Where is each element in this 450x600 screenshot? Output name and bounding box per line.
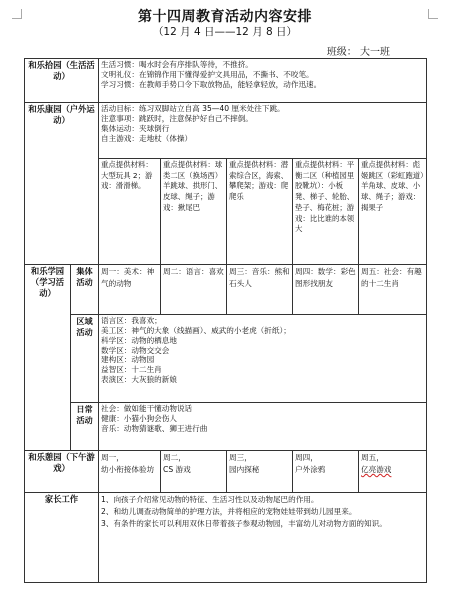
outdoor-content <box>99 103 427 159</box>
outdoor-line: 活动目标：练习双脚站立自高 35—40 厘米处往下跳。 <box>101 104 285 113</box>
schedule-table <box>24 58 427 583</box>
play-cell <box>227 451 293 493</box>
material-cell: 重点提供材料：潜索综合区，海索、攀爬架；游戏：爬爬乐 <box>227 159 293 265</box>
play-day: 周二， <box>163 453 186 462</box>
material-cell: 重点提供材料：平衡二区（种植园里胶靴坑）：小板凳、梯子、轮胎、垫子、梅花桩；游戏：比比谁的本领大 <box>293 159 359 265</box>
parents-line: 2、和幼儿调查动物简单的护理方法，并将相应的宠物娃娃带到幼儿园里来。 <box>101 506 357 516</box>
daily-row <box>25 403 427 451</box>
collective-cell: 周五：社会：有趣的十二生肖 <box>359 265 427 315</box>
collective-cell: 周四：数学：彩色图形找朋友 <box>293 265 359 315</box>
daily-line: 音乐：动物猜谜歌、狮王进行曲 <box>101 423 208 433</box>
parents-content <box>99 493 427 583</box>
play-cell <box>99 451 161 493</box>
collective-cell: 周二：语言：喜欢 <box>161 265 227 315</box>
parents-row <box>25 493 427 583</box>
area-line: 建构区：动物园 <box>101 355 155 365</box>
area-row <box>25 315 427 403</box>
area-content <box>99 315 427 403</box>
life-line: 生活习惯：喝水时会有序排队等待，不推挤。 <box>101 60 253 69</box>
play-game: 园内探秘 <box>229 465 260 475</box>
outdoor-row <box>25 103 427 159</box>
material-cell: 重点提供材料：彪姬跳区（彩虹跑道）羊角球、皮球、小球、绳子；游戏：揭果子 <box>359 159 427 265</box>
play-day: 周五， <box>361 453 384 462</box>
area-line: 数学区：动物交交会 <box>101 345 170 355</box>
collective-label: 集体活动 <box>71 265 99 315</box>
area-line: 科学区：动物的栖息地 <box>101 335 177 345</box>
area-line: 美工区：神气的大象（线描画）、威武的小老虎（折纸）； <box>101 325 291 335</box>
class-line <box>327 43 390 58</box>
life-line: 文明礼仪：在锦锦作用下懂得爱护文具用品，不撕书、不咬笔。 <box>101 69 314 79</box>
collective-row <box>25 265 427 315</box>
play-cell <box>161 451 227 493</box>
play-day: 周四， <box>295 453 318 462</box>
class-label: 班级： <box>326 47 357 58</box>
daily-content <box>99 403 427 451</box>
play-game: CS 游戏 <box>163 465 191 475</box>
play-game: 幼小衔接体验坊 <box>101 465 155 475</box>
outdoor-line: 注意事项：跳跃时，注意保护好自己不摔倒。 <box>101 113 253 123</box>
play-row <box>25 451 427 493</box>
collective-cell: 周三：音乐：熊和石头人 <box>227 265 293 315</box>
date-range: （12 月 4 日——12 月 8 日） <box>152 26 298 38</box>
life-line: 学习习惯：在教师手势口令下取放物品，能轻拿轻放，动作迅速。 <box>101 79 322 89</box>
class-name: 大一班 <box>360 47 390 58</box>
material-cell: 重点提供材料：球类二区（换场西）羊跳球、拱形门、皮球、绳子；游戏：揪尾巴 <box>161 159 227 265</box>
life-content <box>99 59 427 103</box>
play-cell <box>293 451 359 493</box>
material-cell: 重点提供材料：大型玩具 2；游戏：滑滑梯。 <box>99 159 161 265</box>
area-line: 益智区：十二生肖 <box>101 365 162 375</box>
life-label: 和乐拾园（生活活动） <box>25 59 99 103</box>
area-line: 表演区：大灰狼的新娘 <box>101 375 177 385</box>
page-title: 第十四周教育活动内容安排 <box>138 9 312 25</box>
outdoor-line: 自主游戏：走地杖（体操） <box>101 133 193 143</box>
play-label: 和乐憩园（下午游戏） <box>25 451 99 493</box>
daily-line: 社会：做如能干懂动物说话 <box>101 404 193 413</box>
area-label: 区域活动 <box>71 315 99 403</box>
parents-line: 3、有条件的家长可以利用双休日带着孩子参观动物园，丰富幼儿对动物方面的知识。 <box>101 518 387 528</box>
parents-label: 家长工作 <box>25 493 99 583</box>
outdoor-line: 集体运动：夹球倒行 <box>101 123 170 133</box>
study-label: 和乐学园（学习活动） <box>25 265 71 451</box>
play-game: 亿亮游戏 <box>361 465 392 475</box>
daily-label: 日常活动 <box>71 403 99 451</box>
outdoor-label: 和乐康园（户外运动） <box>25 103 99 265</box>
area-line: 语言区：我喜欢； <box>101 316 162 325</box>
play-game: 户外涂鸦 <box>295 465 326 475</box>
play-day: 周三， <box>229 453 252 462</box>
play-day: 周一， <box>101 453 124 462</box>
play-cell <box>359 451 427 493</box>
parents-line: 1、向孩子介绍常见动物的特征、生活习性以及动物尾巴的作用。 <box>101 495 319 504</box>
daily-line: 健康：小猫小狗会伤人 <box>101 413 177 423</box>
life-row <box>25 59 427 103</box>
collective-cell: 周一：美术：神气的动物 <box>99 265 161 315</box>
